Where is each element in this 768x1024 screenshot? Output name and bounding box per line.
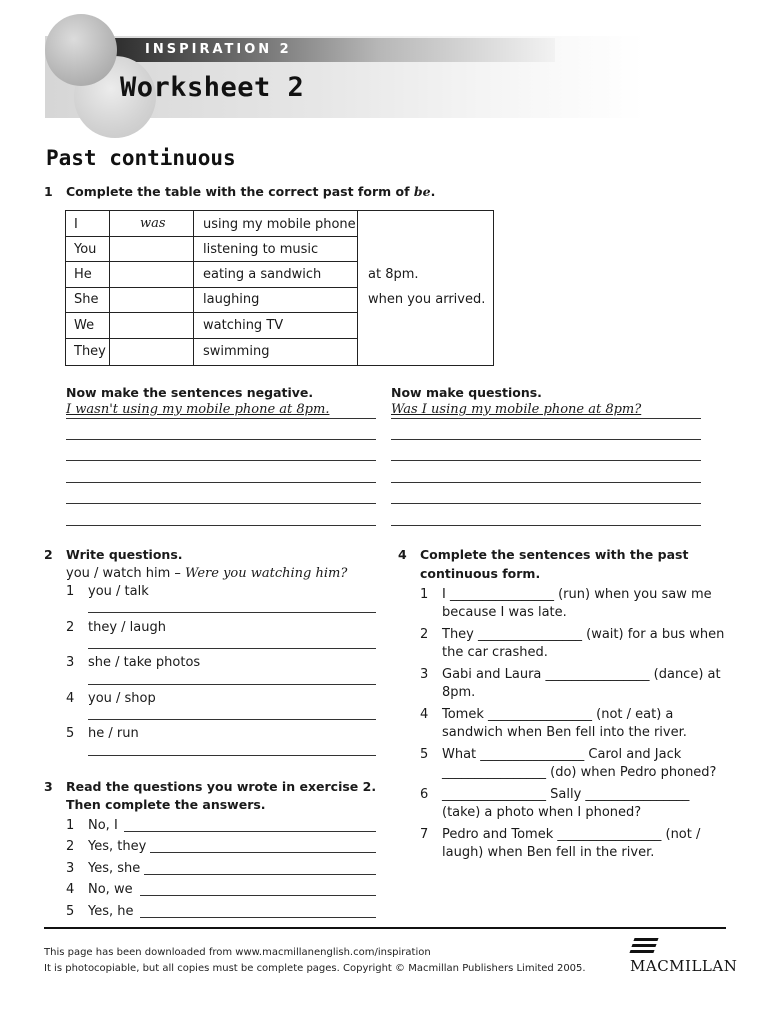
item-prompt: Yes, he bbox=[88, 904, 134, 919]
exercise-4-number: 4 bbox=[398, 547, 407, 562]
table-activity: eating a sandwich bbox=[203, 267, 322, 282]
time-option: when you arrived. bbox=[368, 292, 486, 307]
item-prompt: Yes, she bbox=[88, 861, 141, 876]
questions-heading: Now make questions. bbox=[391, 385, 542, 400]
item-prompt: No, I bbox=[88, 818, 118, 833]
answer-line[interactable] bbox=[391, 525, 701, 526]
answer-line[interactable] bbox=[391, 439, 701, 440]
item-sentence: ________________ Sally ________________ bbox=[442, 787, 690, 802]
exercise-1-number: 1 bbox=[44, 184, 53, 199]
item-sentence: Gabi and Laura ________________ (dance) at bbox=[442, 667, 721, 682]
worksheet-title: Worksheet 2 bbox=[120, 72, 305, 103]
be-table bbox=[65, 210, 494, 366]
item-number: 7 bbox=[420, 827, 429, 842]
example-answer: Were you watching him? bbox=[185, 566, 348, 581]
item-prompt: she / take photos bbox=[88, 655, 201, 670]
item-prompt: they / laugh bbox=[88, 620, 166, 635]
table-subject: She bbox=[74, 292, 99, 307]
item-number: 3 bbox=[66, 861, 75, 876]
answer-line[interactable] bbox=[88, 648, 376, 649]
item-number: 4 bbox=[420, 707, 429, 722]
table-divider bbox=[66, 236, 357, 237]
time-option: at 8pm. bbox=[368, 267, 419, 282]
table-activity: using my mobile phone bbox=[203, 217, 356, 232]
series-title: INSPIRATION 2 bbox=[145, 42, 292, 57]
exercise-3-heading: Read the questions you wrote in exercise 2. bbox=[66, 779, 377, 794]
table-divider bbox=[66, 287, 357, 288]
item-sentence: (take) a photo when I phoned? bbox=[442, 805, 642, 820]
answer-line[interactable] bbox=[66, 460, 376, 461]
exercise-1-instruction bbox=[66, 184, 435, 199]
exercise-3-number: 3 bbox=[44, 779, 53, 794]
item-sentence: the car crashed. bbox=[442, 645, 548, 660]
table-activity: listening to music bbox=[203, 242, 319, 257]
answer-line[interactable] bbox=[144, 874, 376, 875]
questions-example: Was I using my mobile phone at 8pm? bbox=[391, 402, 642, 417]
item-prompt: he / run bbox=[88, 726, 139, 741]
answer-line[interactable] bbox=[140, 895, 376, 896]
table-activity: swimming bbox=[203, 344, 270, 359]
footer-download-note: This page has been downloaded from www.macmillanenglish.com/inspiration bbox=[44, 947, 431, 958]
footer-rule bbox=[44, 927, 726, 929]
negative-heading: Now make the sentences negative. bbox=[66, 385, 314, 400]
exercise-4-heading: continuous form. bbox=[420, 566, 541, 581]
item-sentence: Pedro and Tomek ________________ (not / bbox=[442, 827, 701, 842]
item-number: 5 bbox=[420, 747, 429, 762]
item-number: 3 bbox=[66, 655, 75, 670]
item-prompt: you / talk bbox=[88, 584, 149, 599]
exercise-2-number: 2 bbox=[44, 547, 53, 562]
item-number: 5 bbox=[66, 726, 75, 741]
table-activity: laughing bbox=[203, 292, 260, 307]
item-prompt: you / shop bbox=[88, 691, 156, 706]
answer-line[interactable] bbox=[66, 418, 376, 419]
item-prompt: Yes, they bbox=[88, 839, 147, 854]
item-number: 3 bbox=[420, 667, 429, 682]
exercise-2-example bbox=[66, 566, 347, 581]
table-divider bbox=[66, 312, 357, 313]
answer-line[interactable] bbox=[140, 917, 376, 918]
table-divider bbox=[66, 261, 357, 262]
macmillan-logo: MACMILLAN bbox=[630, 957, 738, 975]
exercise-4-heading: Complete the sentences with the past bbox=[420, 547, 689, 562]
table-divider bbox=[109, 211, 110, 365]
item-number: 6 bbox=[420, 787, 429, 802]
item-sentence: Tomek ________________ (not / eat) a bbox=[442, 707, 674, 722]
instruction-text: Complete the table with the correct past form of bbox=[66, 184, 414, 199]
negative-example: I wasn't using my mobile phone at 8pm. bbox=[66, 402, 330, 417]
answer-line[interactable] bbox=[391, 503, 701, 504]
item-sentence: ________________ (do) when Pedro phoned? bbox=[442, 765, 717, 780]
answer-line[interactable] bbox=[391, 418, 701, 419]
answer-line[interactable] bbox=[124, 831, 376, 832]
answer-line[interactable] bbox=[66, 525, 376, 526]
table-verb-example: was bbox=[140, 216, 166, 231]
item-number: 4 bbox=[66, 882, 75, 897]
item-number: 1 bbox=[66, 584, 75, 599]
answer-line[interactable] bbox=[391, 460, 701, 461]
item-sentence: They ________________ (wait) for a bus when bbox=[442, 627, 725, 642]
item-number: 2 bbox=[66, 620, 75, 635]
answer-line[interactable] bbox=[391, 482, 701, 483]
answer-line[interactable] bbox=[66, 503, 376, 504]
item-number: 1 bbox=[420, 587, 429, 602]
answer-line[interactable] bbox=[150, 852, 376, 853]
item-sentence: sandwich when Ben fell into the river. bbox=[442, 725, 687, 740]
table-divider bbox=[193, 211, 194, 365]
item-sentence: 8pm. bbox=[442, 685, 476, 700]
item-sentence: laugh) when Ben fell in the river. bbox=[442, 845, 655, 860]
table-subject: We bbox=[74, 318, 95, 333]
answer-line[interactable] bbox=[88, 719, 376, 720]
table-subject: I bbox=[74, 217, 78, 232]
answer-line[interactable] bbox=[66, 439, 376, 440]
table-divider bbox=[66, 338, 357, 339]
instruction-text: . bbox=[430, 184, 436, 199]
macmillan-logo-icon bbox=[632, 936, 662, 956]
item-number: 5 bbox=[66, 904, 75, 919]
answer-line[interactable] bbox=[88, 612, 376, 613]
item-number: 2 bbox=[420, 627, 429, 642]
item-sentence: because I was late. bbox=[442, 605, 567, 620]
item-prompt: No, we bbox=[88, 882, 133, 897]
example-prompt: you / watch him – bbox=[66, 566, 186, 581]
table-divider bbox=[357, 211, 358, 365]
footer-copyright: It is photocopiable, but all copies must be complete pages. Copyright © Macmillan Publishers Limited 2005. bbox=[44, 963, 586, 974]
item-number: 4 bbox=[66, 691, 75, 706]
decorative-circle bbox=[45, 14, 117, 86]
item-number: 2 bbox=[66, 839, 75, 854]
item-sentence: I ________________ (run) when you saw me bbox=[442, 587, 712, 602]
answer-line[interactable] bbox=[66, 482, 376, 483]
section-title: Past continuous bbox=[46, 146, 236, 170]
table-activity: watching TV bbox=[203, 318, 284, 333]
item-number: 1 bbox=[66, 818, 75, 833]
table-subject: He bbox=[74, 267, 92, 282]
table-subject: You bbox=[74, 242, 97, 257]
answer-line[interactable] bbox=[88, 684, 376, 685]
exercise-3-heading: Then complete the answers. bbox=[66, 797, 266, 812]
instruction-emphasis: be bbox=[413, 184, 431, 199]
item-sentence: What ________________ Carol and Jack bbox=[442, 747, 682, 762]
answer-line[interactable] bbox=[88, 755, 376, 756]
table-subject: They bbox=[74, 344, 106, 359]
exercise-2-heading: Write questions. bbox=[66, 547, 183, 562]
